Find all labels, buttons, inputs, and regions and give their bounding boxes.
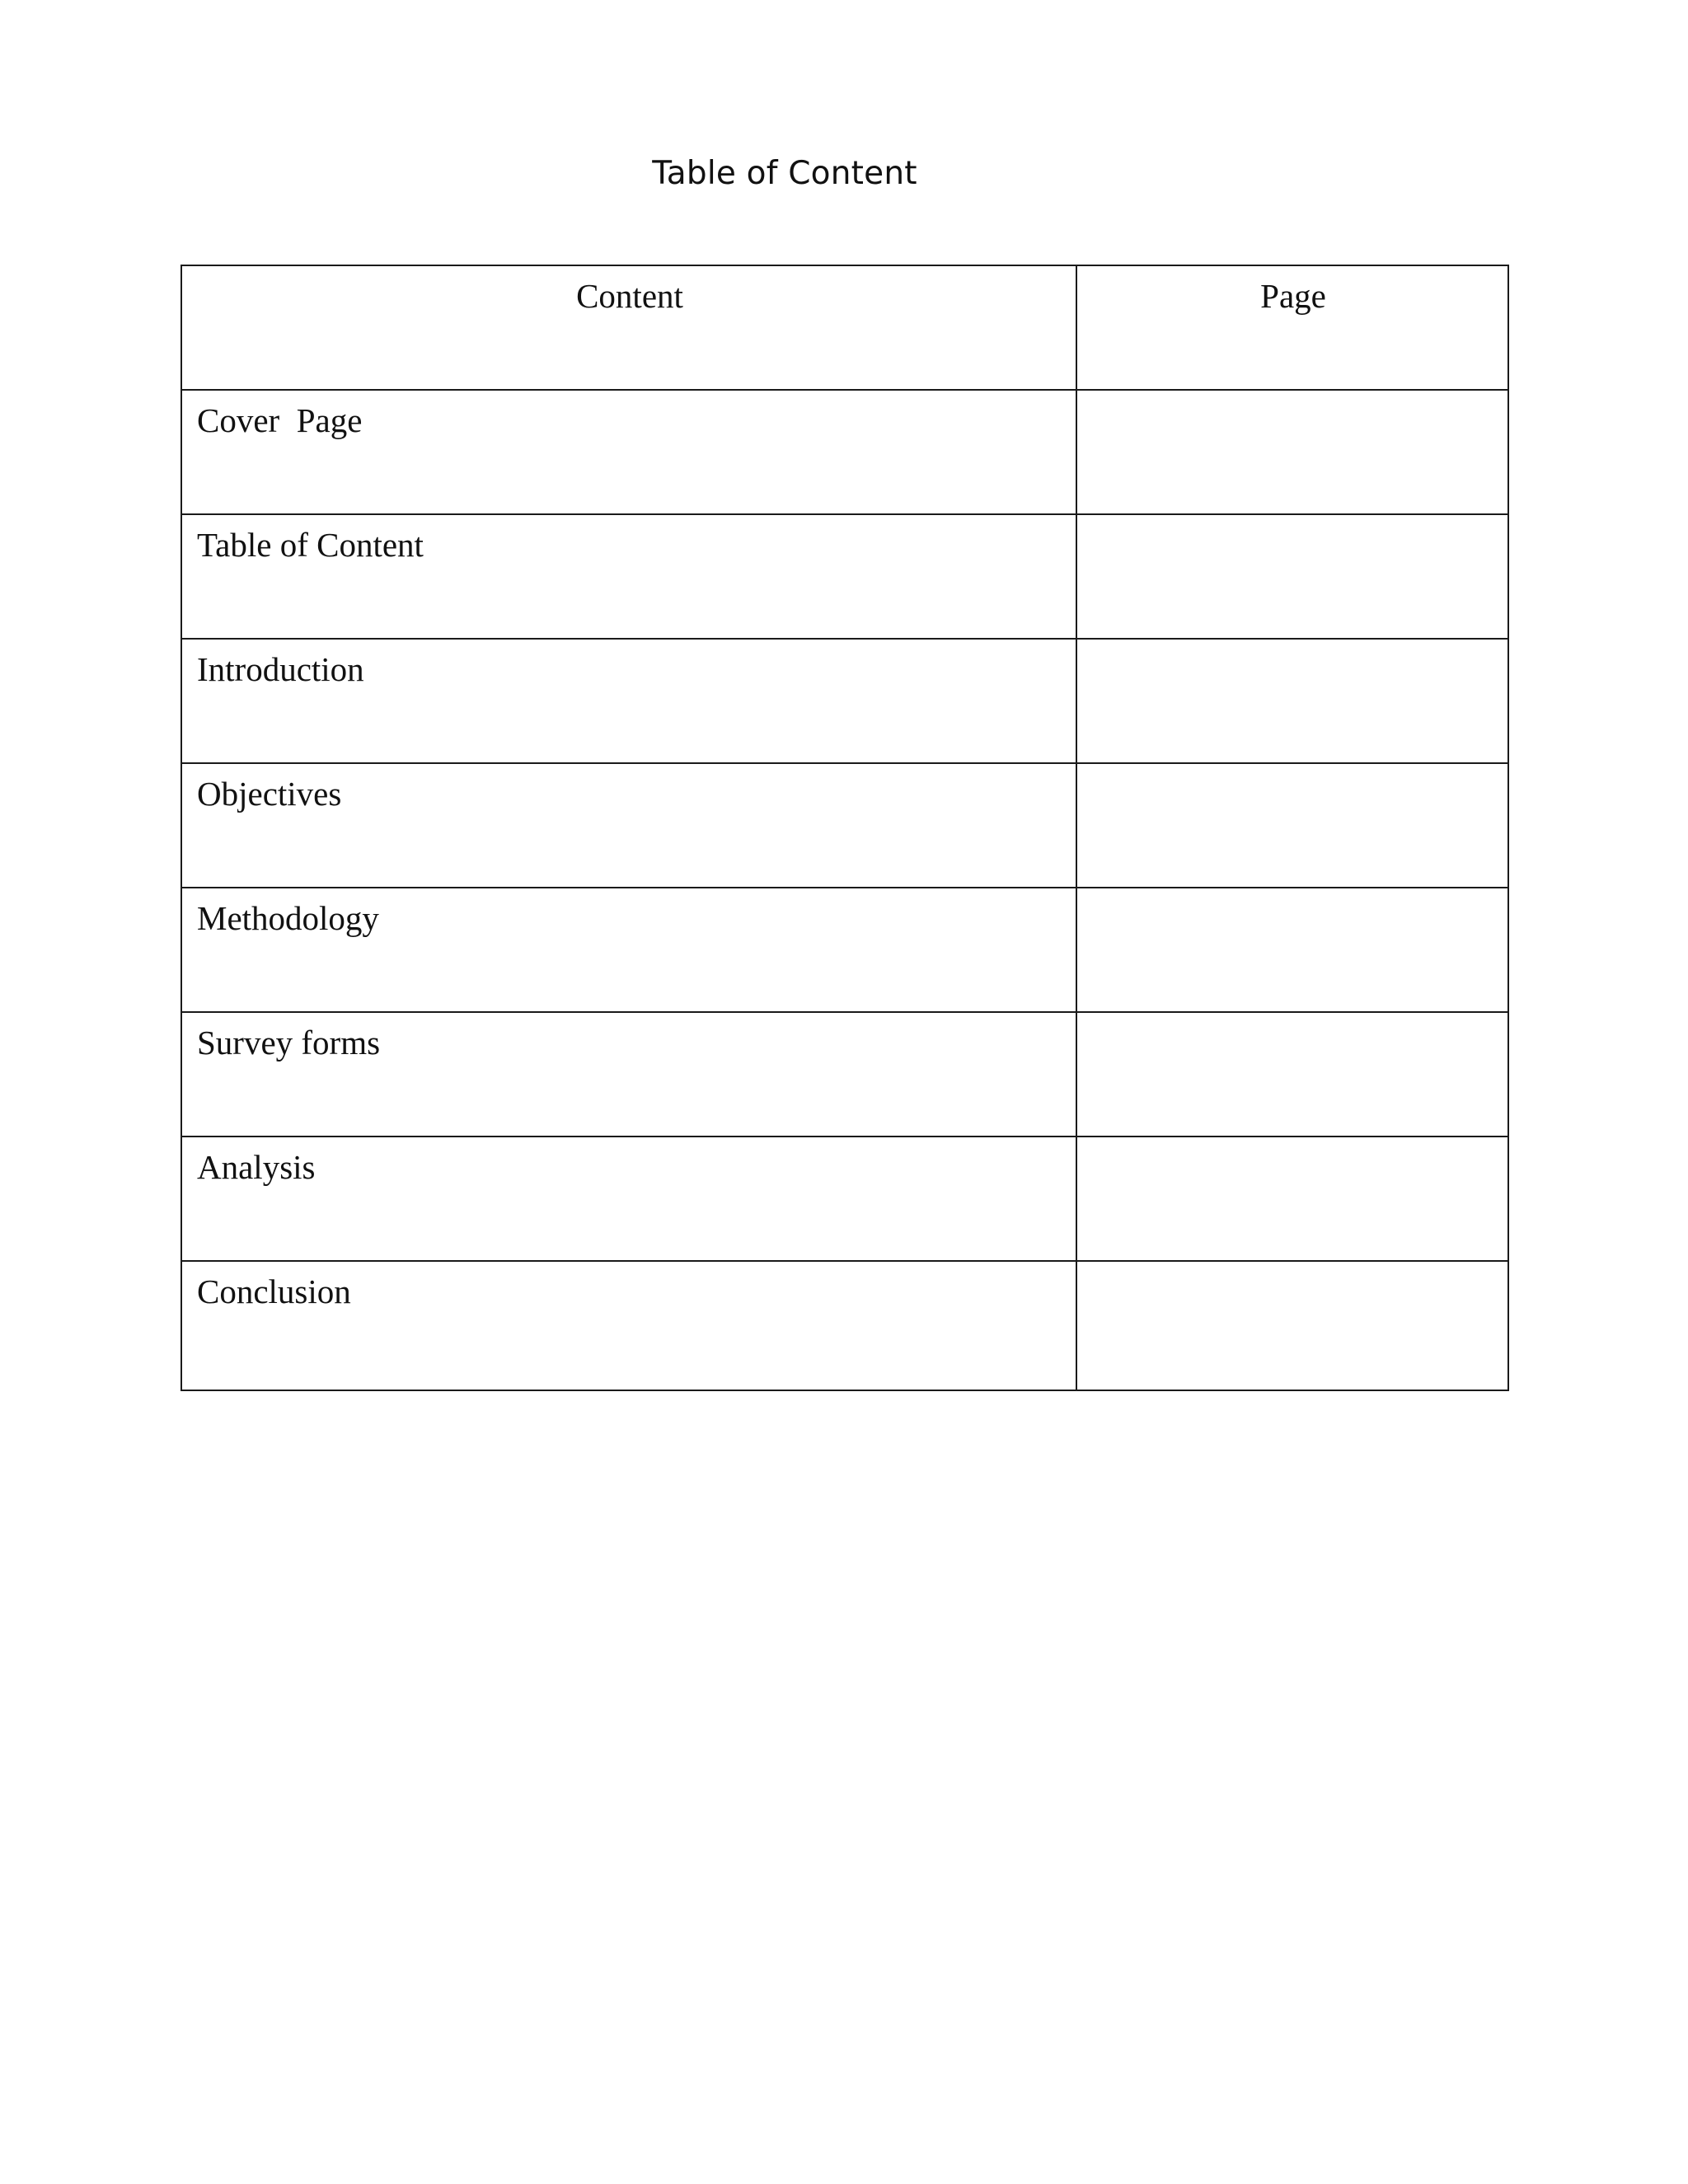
entry-label: Cover Page bbox=[181, 390, 1076, 514]
entry-label: Analysis bbox=[181, 1137, 1076, 1261]
table-row bbox=[181, 1012, 1508, 1137]
entry-page-number bbox=[1076, 390, 1508, 514]
table-row bbox=[181, 888, 1508, 1012]
table-row bbox=[181, 1261, 1508, 1390]
entry-page-number bbox=[1076, 1261, 1508, 1390]
table-row bbox=[181, 763, 1508, 888]
page-title: Table of Content bbox=[652, 155, 917, 192]
table-row bbox=[181, 390, 1508, 514]
entry-page-number bbox=[1076, 763, 1508, 888]
entry-page-number bbox=[1076, 888, 1508, 1012]
entry-label: Table of Content bbox=[181, 514, 1076, 639]
entry-label: Survey forms bbox=[181, 1012, 1076, 1137]
entry-page-number bbox=[1076, 1137, 1508, 1261]
toc-table bbox=[181, 265, 1509, 1391]
entry-label: Conclusion bbox=[181, 1261, 1076, 1390]
entry-label: Methodology bbox=[181, 888, 1076, 1012]
entry-label: Introduction bbox=[181, 639, 1076, 763]
entry-page-number bbox=[1076, 639, 1508, 763]
table-row bbox=[181, 514, 1508, 639]
table-header-row bbox=[181, 265, 1508, 390]
column-header-content: Content bbox=[181, 265, 1076, 390]
table-row bbox=[181, 639, 1508, 763]
table-row bbox=[181, 1137, 1508, 1261]
entry-page-number bbox=[1076, 1012, 1508, 1137]
entry-label: Objectives bbox=[181, 763, 1076, 888]
column-header-page: Page bbox=[1076, 265, 1508, 390]
entry-page-number bbox=[1076, 514, 1508, 639]
